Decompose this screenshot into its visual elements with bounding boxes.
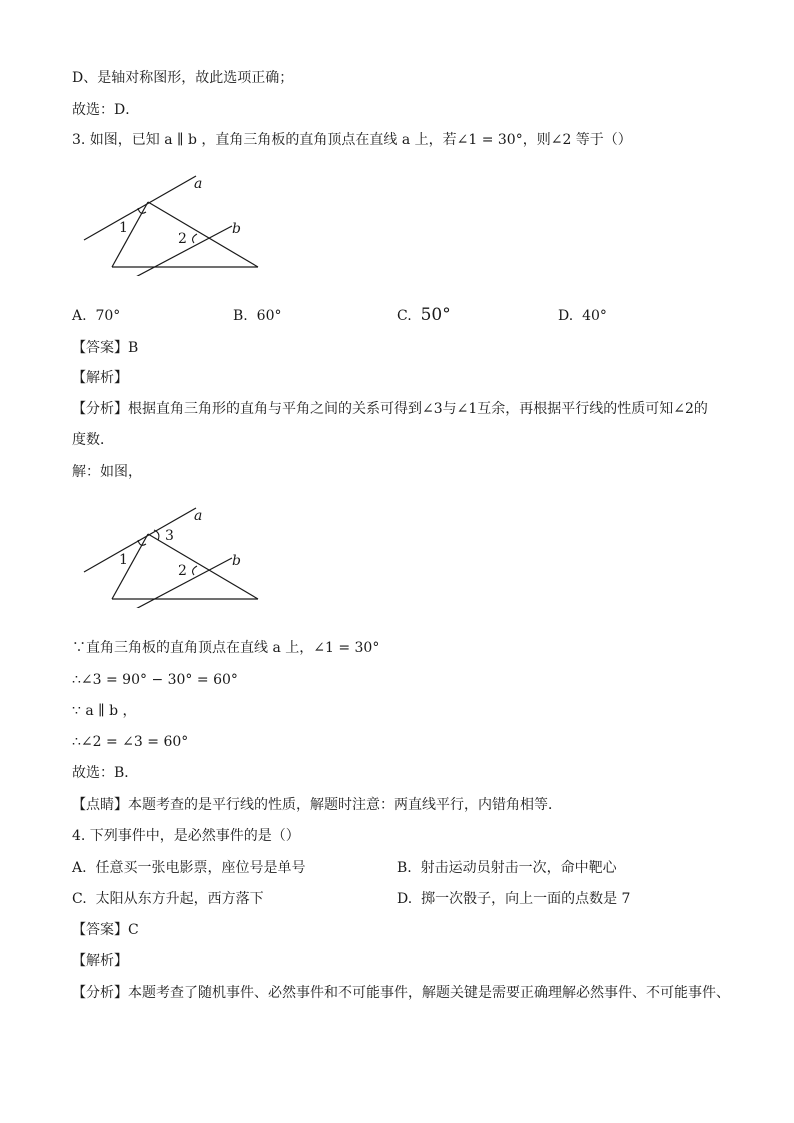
triangle-side — [112, 534, 148, 599]
label-angle-3: 3 — [165, 528, 174, 544]
analysis-text: 【分析】根据直角三角形的直角与平角之间的关系可得到∠3与∠1互余，再根据平行线的性质可知∠2的 — [72, 401, 708, 417]
solution-step: ∴∠2 = ∠3 = 60° — [72, 734, 189, 750]
text-line: D、是轴对称图形，故此选项正确； — [72, 70, 294, 86]
answer: 【答案】B — [72, 340, 139, 356]
label-angle-2: 2 — [178, 231, 187, 247]
option-d: D. 掷一次骰子，向上一面的点数是 7 — [397, 891, 631, 907]
analysis-heading: 【解析】 — [72, 953, 128, 969]
label-b: b — [232, 553, 241, 569]
solution-start: 解：如图， — [72, 464, 142, 480]
analysis-text: 度数． — [72, 432, 114, 448]
comment: 【点睛】本题考查的是平行线的性质，解题时注意：两直线平行，内错角相等． — [72, 797, 562, 813]
label-angle-2: 2 — [178, 563, 187, 579]
solution-step: ∵ a ∥ b ， — [72, 703, 137, 719]
label-a: a — [194, 508, 203, 524]
solution-step: ∴∠3 = 90° − 30° = 60° — [72, 672, 238, 688]
figure-solution — [80, 504, 270, 608]
solution-step: ∵直角三角板的直角顶点在直线 a 上，∠1 = 30° — [72, 640, 380, 656]
question-4: 4. 下列事件中，是必然事件的是（） — [72, 828, 300, 844]
question-3: 3. 如图，已知 a ∥ b ，直角三角板的直角顶点在直线 a 上，若∠1 = 30°，则∠2 等于（） — [72, 132, 632, 148]
option-c: C. 50° — [397, 305, 451, 325]
label-angle-1: 1 — [119, 552, 128, 568]
option-d: D. 40° — [558, 308, 607, 324]
analysis-heading: 【解析】 — [72, 370, 128, 386]
label-a: a — [194, 176, 203, 192]
label-angle-1: 1 — [119, 220, 128, 236]
label-b: b — [232, 221, 241, 237]
option-c: C. 太阳从东方升起，西方落下 — [72, 891, 264, 907]
answer: 【答案】C — [72, 922, 139, 938]
angle-2-arc — [193, 234, 197, 243]
angle-2-arc — [193, 566, 197, 575]
text-line: 故选：D． — [72, 102, 140, 118]
option-a: A. 任意买一张电影票，座位号是单号 — [72, 860, 306, 876]
option-b: B. 60° — [233, 308, 282, 324]
choice: 故选：B． — [72, 765, 139, 781]
figure-question-3 — [80, 172, 270, 276]
analysis-text: 【分析】本题考查了随机事件、必然事件和不可能事件，解题关键是需要正确理解必然事件、不可能事件、 — [72, 985, 730, 1001]
option-a: A. 70° — [72, 308, 121, 324]
triangle-side — [148, 202, 258, 267]
option-b: B. 射击运动员射击一次，命中靶心 — [397, 860, 617, 876]
triangle-side — [112, 202, 148, 267]
